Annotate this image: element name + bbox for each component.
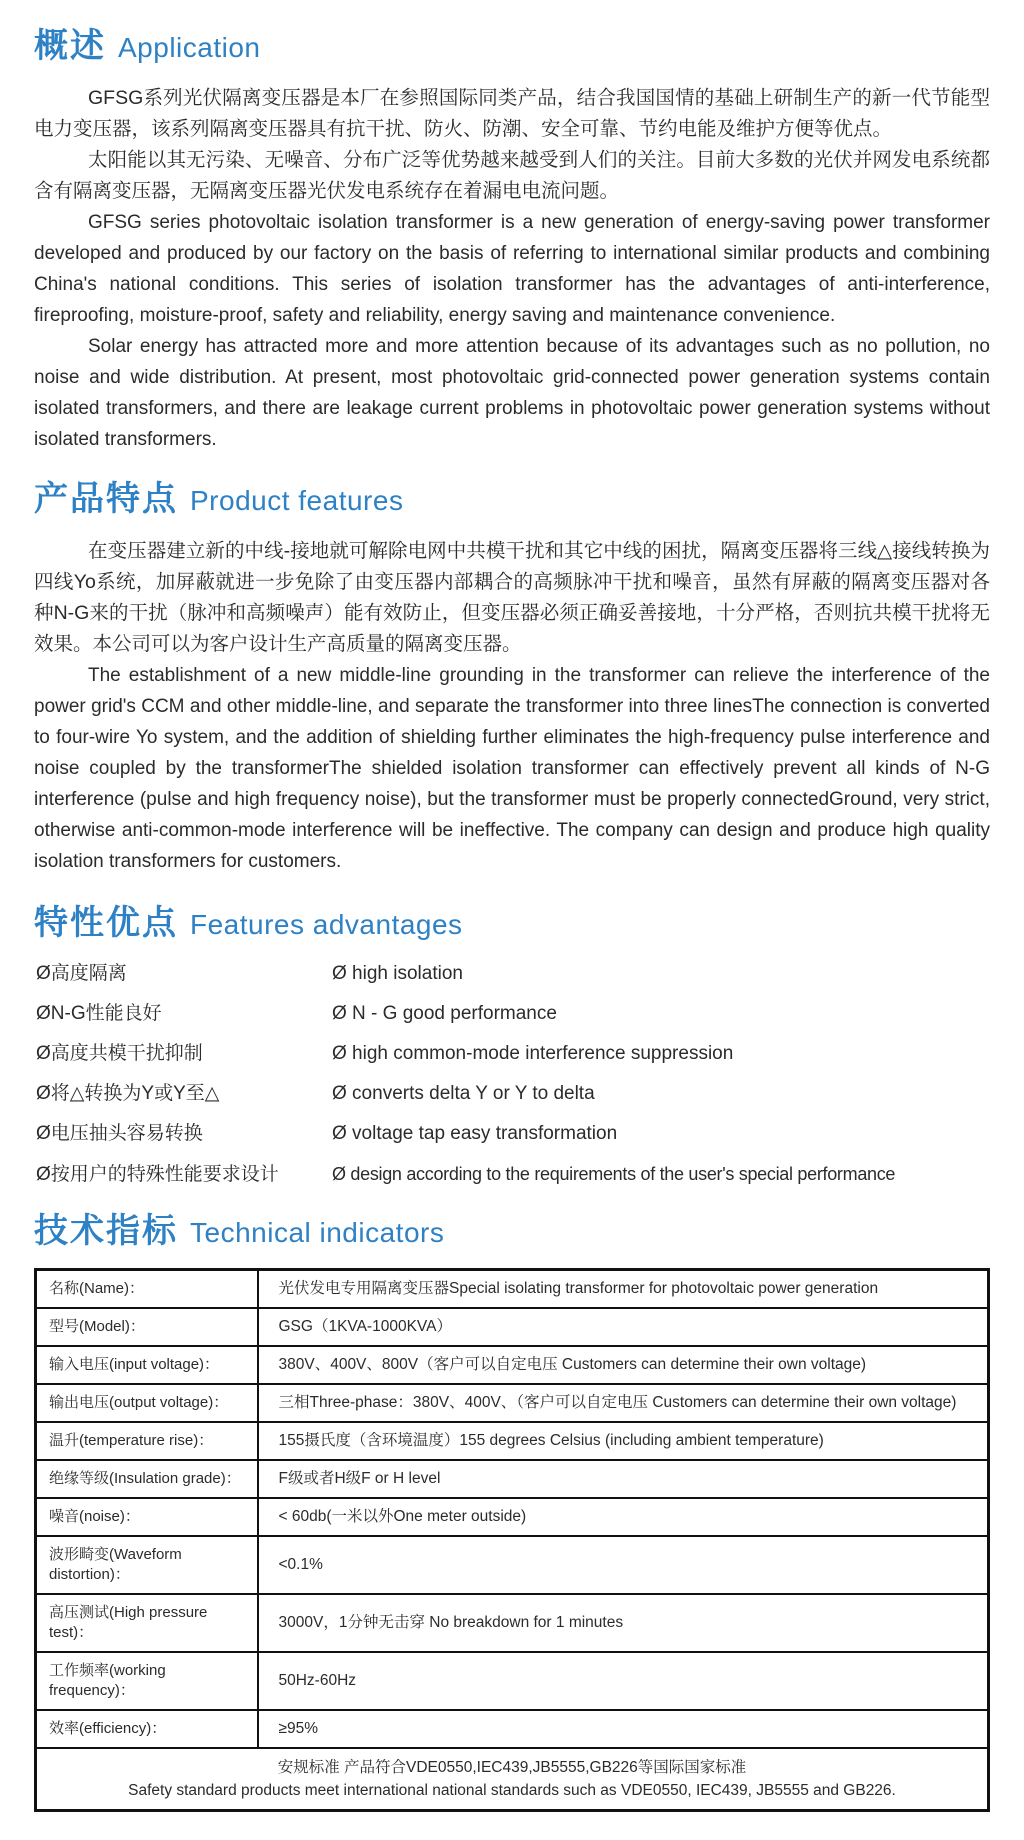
table-row bbox=[36, 1652, 989, 1710]
table-footer-row bbox=[36, 1748, 989, 1811]
application-title-zh: 概述 bbox=[34, 27, 106, 65]
application-title-en: Application bbox=[118, 32, 261, 63]
feature-item bbox=[36, 962, 990, 986]
feature-zh: Ø按用户的特殊性能要求设计 bbox=[36, 1164, 279, 1185]
spec-value: 光伏发电专用隔离变压器Special isolating transformer for photovoltaic power generation bbox=[258, 1270, 989, 1309]
section-technical-indicators bbox=[34, 1203, 990, 1812]
product-features-paragraph-zh: 在变压器建立新的中线-接地就可解除电网中共模干扰和其它中线的困扰，隔离变压器将三线△接线转换为四线Yo系统，加屏蔽就进一步免除了由变压器内部耦合的高频脉冲干扰和噪音，虽然有屏蔽的隔离变压器对各种N-G来的干扰（脉冲和高频噪声）能有效防止，但变压器必须正确妥善接地，十分严格，否则抗共模干扰将无效果。本公司可以为客户设计生产高质量的隔离变压器。 bbox=[34, 540, 990, 655]
feature-en: Ø high common-mode interference suppression bbox=[332, 1043, 734, 1064]
safety-standard-note bbox=[36, 1748, 989, 1811]
product-features-title-zh: 产品特点 bbox=[34, 480, 178, 518]
spec-label: 型号(Model)： bbox=[36, 1308, 258, 1346]
feature-item bbox=[36, 1122, 990, 1146]
application-paragraph-en-1: GFSG series photovoltaic isolation transformer is a new generation of energy-saving power transformer developed and produced by our factory on the basis of referring to international similar products and combining China's national conditions. This series of isolation transformer has the advantages of anti-interference, fireproofing, moisture-proof, safety and reliability, energy saving and maintenance convenience. bbox=[34, 212, 990, 326]
features-advantages-heading bbox=[34, 895, 990, 944]
spec-label: 温升(temperature rise)： bbox=[36, 1422, 258, 1460]
table-row bbox=[36, 1710, 989, 1748]
feature-en: Ø design according to the requirements of the user's special performance bbox=[332, 1164, 896, 1184]
section-features-advantages bbox=[34, 895, 990, 1187]
features-advantages-title-zh: 特性优点 bbox=[34, 904, 178, 942]
table-row bbox=[36, 1594, 989, 1652]
spec-label: 波形畸变(Waveform distortion)： bbox=[36, 1536, 258, 1594]
feature-zh: Ø高度共模干扰抑制 bbox=[36, 1043, 203, 1064]
safety-standard-zh: 安规标准 产品符合VDE0550,IEC439,JB5555,GB226等国际国家标准 bbox=[277, 1759, 747, 1776]
spec-label: 工作频率(working frequency)： bbox=[36, 1652, 258, 1710]
application-paragraph-zh-2: 太阳能以其无污染、无噪音、分布广泛等优势越来越受到人们的关注。目前大多数的光伏并网发电系统都含有隔离变压器，无隔离变压器光伏发电系统存在着漏电电流问题。 bbox=[34, 149, 990, 202]
feature-zh: Ø将△转换为Y或Y至△ bbox=[36, 1083, 220, 1104]
table-row bbox=[36, 1270, 989, 1309]
spec-label: 效率(efficiency)： bbox=[36, 1710, 258, 1748]
spec-table bbox=[34, 1268, 990, 1812]
spec-value: GSG（1KVA-1000KVA） bbox=[258, 1308, 989, 1346]
spec-value: F级或者H级F or H level bbox=[258, 1460, 989, 1498]
spec-value: ≥95% bbox=[258, 1710, 989, 1748]
application-heading bbox=[34, 18, 990, 67]
table-row bbox=[36, 1498, 989, 1536]
spec-value: 155摄氏度（含环境温度）155 degrees Celsius (including ambient temperature) bbox=[258, 1422, 989, 1460]
spec-label: 高压测试(High pressure test)： bbox=[36, 1594, 258, 1652]
table-row bbox=[36, 1346, 989, 1384]
spec-value: < 60db(一米以外One meter outside) bbox=[258, 1498, 989, 1536]
spec-value: 50Hz-60Hz bbox=[258, 1652, 989, 1710]
feature-en: Ø converts delta Y or Y to delta bbox=[332, 1083, 595, 1104]
feature-en: Ø high isolation bbox=[332, 963, 463, 984]
technical-indicators-heading bbox=[34, 1203, 990, 1252]
product-features-heading bbox=[34, 471, 990, 520]
application-paragraph-zh-1: GFSG系列光伏隔离变压器是本厂在参照国际同类产品，结合我国国情的基础上研制生产的新一代节能型电力变压器，该系列隔离变压器具有抗干扰、防火、防潮、安全可靠、节约电能及维护方便等优点。 bbox=[34, 87, 990, 140]
feature-zh: Ø高度隔离 bbox=[36, 963, 127, 984]
safety-standard-en: Safety standard products meet international national standards such as VDE0550, IEC439, JB5555 and GB226. bbox=[128, 1782, 896, 1799]
table-row bbox=[36, 1536, 989, 1594]
feature-item bbox=[36, 1082, 990, 1106]
spec-label: 绝缘等级(Insulation grade)： bbox=[36, 1460, 258, 1498]
product-features-title-en: Product features bbox=[190, 485, 404, 516]
spec-label: 输出电压(output voltage)： bbox=[36, 1384, 258, 1422]
features-advantages-title-en: Features advantages bbox=[190, 909, 463, 940]
spec-value: 3000V，1分钟无击穿 No breakdown for 1 minutes bbox=[258, 1594, 989, 1652]
spec-label: 名称(Name)： bbox=[36, 1270, 258, 1309]
features-list bbox=[36, 962, 990, 1187]
technical-indicators-title-zh: 技术指标 bbox=[34, 1212, 178, 1250]
spec-label: 噪音(noise)： bbox=[36, 1498, 258, 1536]
spec-label: 输入电压(input voltage)： bbox=[36, 1346, 258, 1384]
application-paragraph-en-2: Solar energy has attracted more and more attention because of its advantages such as no pollution, no noise and wide distribution. At present, most photovoltaic grid-connected power generation systems contain isolated transformers, and there are leakage current problems in photovoltaic power generation systems without isolated transformers. bbox=[34, 336, 990, 450]
table-row bbox=[36, 1460, 989, 1498]
feature-item bbox=[36, 1042, 990, 1066]
product-features-paragraph-en: The establishment of a new middle-line grounding in the transformer can relieve the interference of the power grid's CCM and other middle-line, and separate the transformer into three linesThe connection is converted to four-wire Yo system, and the addition of shielding further eliminates the high-frequency pulse interference and noise coupled by the transformerThe shielded isolation transformer can effectively prevent all kinds of N-G interference (pulse and high frequency noise), but the transformer must be properly connectedGround, very strict, otherwise anti-common-mode interference will be ineffective. The company can design and produce high quality isolation transformers for customers. bbox=[34, 665, 990, 872]
table-row bbox=[36, 1422, 989, 1460]
table-row bbox=[36, 1384, 989, 1422]
feature-zh: ØN-G性能良好 bbox=[36, 1003, 162, 1024]
table-row bbox=[36, 1308, 989, 1346]
spec-value: <0.1% bbox=[258, 1536, 989, 1594]
spec-value: 三相Three-phase：380V、400V、（客户可以自定电压 Customers can determine their own voltage) bbox=[258, 1384, 989, 1422]
section-application bbox=[34, 18, 990, 455]
section-product-features bbox=[34, 471, 990, 877]
feature-en: Ø N - G good performance bbox=[332, 1003, 557, 1024]
feature-item bbox=[36, 1162, 990, 1187]
feature-item bbox=[36, 1002, 990, 1026]
feature-en: Ø voltage tap easy transformation bbox=[332, 1123, 618, 1144]
spec-value: 380V、400V、800V（客户可以自定电压 Customers can determine their own voltage) bbox=[258, 1346, 989, 1384]
technical-indicators-title-en: Technical indicators bbox=[190, 1217, 445, 1248]
feature-zh: Ø电压抽头容易转换 bbox=[36, 1123, 203, 1144]
